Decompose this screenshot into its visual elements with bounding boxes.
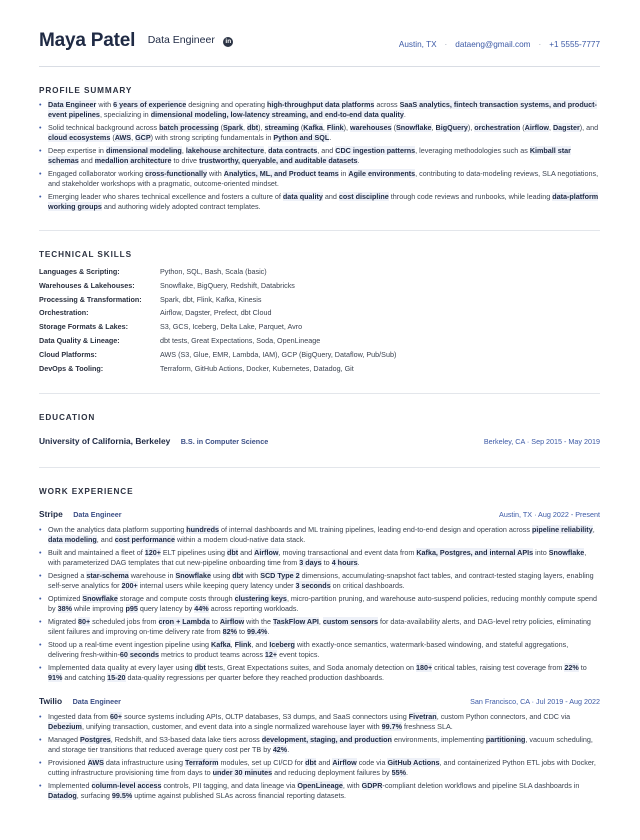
candidate-name: Maya Patel [39, 30, 136, 51]
bullet-text: Deep expertise in [48, 146, 106, 155]
name-block [39, 30, 233, 52]
bullet-text: ( [218, 123, 223, 132]
skill-label: Languages & Scripting: [39, 267, 120, 276]
bullet-text: , and containerized Python ETL jobs with Docker, cutting infrastructure provisioning time from days to [48, 758, 596, 778]
school-name: University of California, Berkeley [39, 436, 171, 447]
bullet-text: , unifying transaction, customer, and event data into a single normalized warehouse layer with [81, 722, 382, 732]
bullet-item [39, 123, 600, 143]
bullet-text: with [243, 571, 261, 581]
bullet-item [39, 525, 600, 545]
bullet-text: , specializing in [99, 110, 151, 119]
skill-row [39, 279, 600, 293]
bullet-text: Designed a [48, 571, 87, 581]
bullet-text: source systems including APIs, OLTP databases, S3 dumps, and SaaS connectors using [122, 712, 409, 722]
bullet-text: Own the analytics data platform supporting [48, 525, 187, 535]
highlight-text: SCD Type 2 [260, 571, 300, 581]
skill-label: Cloud Platforms: [39, 349, 97, 359]
education-main [39, 431, 268, 449]
highlight-text: partitioning [485, 735, 526, 745]
bullet-text: with [207, 169, 224, 178]
highlight-text: Iceberg [269, 640, 295, 650]
highlight-text: 60+ [109, 712, 123, 722]
highlight-text: 22% [564, 663, 579, 673]
bullet-text: tests, Great Expectations suites, and Soda anomaly detection on [205, 663, 416, 673]
highlight-text: cloud ecosystems [48, 133, 111, 142]
highlight-text: Postgres [79, 735, 111, 745]
highlight-text: under 30 minutes [212, 768, 273, 778]
job-bullets [39, 525, 600, 683]
job-meta: Austin, TX · Aug 2022 - Present [499, 510, 600, 520]
bullet-text: ELT pipelines using [160, 548, 227, 558]
bullet-item [39, 617, 600, 637]
bullet-text: , leveraging methodologies such as [415, 146, 530, 155]
bullet-text: data-quality regressions per quarter before they reached production dashboards. [125, 673, 385, 683]
highlight-text: GDPR [361, 781, 383, 791]
bullet-text: ), [258, 123, 265, 132]
bullet-text: designing and operating [186, 100, 267, 109]
bullet-text: ), [467, 123, 475, 132]
section-title: TECHNICAL SKILLS [39, 250, 132, 259]
section-title: EDUCATION [39, 413, 96, 423]
phone-link[interactable]: +1 5555-7777 [549, 40, 600, 49]
bullet-item [39, 146, 600, 166]
bullet-text: Solid technical background across [48, 123, 160, 132]
highlight-text: Airflow [254, 548, 279, 558]
highlight-text: warehouses [350, 123, 392, 132]
bullet-text: controls, PII tagging, and data lineage via [161, 781, 298, 791]
company-name: Stripe [39, 509, 63, 520]
bullet-text: , [264, 146, 269, 155]
profile-bullets [39, 100, 600, 212]
bullet-text: , and [96, 535, 115, 545]
bullet-text: . [287, 745, 290, 755]
bullet-text: Stood up a real-time event ingestion pipeline using [48, 640, 212, 650]
bullet-text: , [322, 123, 327, 132]
highlight-text: 3 seconds [295, 581, 331, 591]
bullet-text: and [316, 758, 333, 768]
highlight-text: Analytics, ML, and Product teams [223, 169, 339, 178]
bullet-text: . [405, 768, 408, 778]
skill-value: Terraform, GitHub Actions, Docker, Kubernetes, Datadog, Git [160, 363, 354, 373]
profile-section [39, 86, 600, 212]
bullet-text: , [318, 617, 323, 627]
highlight-text: CDC ingestion patterns [335, 146, 416, 155]
highlight-text: high-throughput data platforms [266, 100, 375, 109]
bullet-text: Optimized [48, 594, 83, 604]
bullet-text: , [242, 123, 247, 132]
skill-row [39, 320, 600, 334]
contact-info [399, 40, 600, 49]
bullet-text: with [96, 100, 114, 109]
skill-value: Snowflake, BigQuery, Redshift, Databricks [160, 280, 295, 290]
bullet-text: on critical dashboards. [330, 581, 405, 591]
bullet-text: while improving [71, 604, 126, 614]
skill-value: AWS (S3, Glue, EMR, Lambda, IAM), GCP (BigQuery, Dataflow, Pub/Sub) [160, 349, 397, 359]
bullet-text: scheduled jobs from [90, 617, 159, 627]
highlight-text: data quality [282, 192, 323, 201]
highlight-text: custom sensors [322, 617, 379, 627]
bullet-text: Managed [48, 735, 80, 745]
bullet-text: , contributing to data-modeling reviews, SLA negotiations, and stakeholder workshops with a pragmatic, outcome-oriented mindset. [48, 169, 599, 188]
highlight-text: column-level access [91, 781, 162, 791]
highlight-text: 200+ [121, 581, 138, 591]
section-title: PROFILE SUMMARY [39, 86, 133, 95]
highlight-text: Spark [222, 123, 243, 132]
bullet-text: Implemented data quality at every layer using [48, 663, 195, 673]
skills-section [39, 250, 600, 375]
bullet-text: and reducing deployment failures by [272, 768, 392, 778]
bullet-text: ), [343, 123, 351, 132]
bullet-text: environments, implementing [391, 735, 486, 745]
highlight-text: clustering keys [234, 594, 287, 604]
highlight-text: dbt [232, 571, 244, 581]
bullet-item [39, 548, 600, 568]
experience-section [39, 487, 600, 801]
highlight-text: 6 years of experience [113, 100, 187, 109]
highlight-text: 3 days [299, 558, 322, 568]
skill-label: Warehouses & Lakehouses: [39, 280, 135, 290]
highlight-text: Kimball star schemas [48, 146, 571, 165]
bullet-text: , micro-partition pruning, and warehouse auto-suspend policies, reducing monthly compute spend by [48, 594, 597, 614]
bullet-text: Built and maintained a fleet of [48, 548, 145, 558]
bullet-item [39, 758, 600, 778]
skill-label: Storage Formats & Lakes: [39, 322, 129, 332]
bullet-text: , [548, 123, 553, 132]
highlight-text: TaskFlow API [272, 617, 319, 627]
highlight-text: 99.7% [381, 722, 402, 732]
highlight-text: 15-20 [107, 673, 126, 683]
highlight-text: hundreds [186, 525, 219, 535]
bullet-text: storage and compute costs through [117, 594, 235, 604]
education-entry [39, 431, 600, 449]
bullet-text: metrics to product teams across [159, 650, 265, 660]
bullet-text: to [236, 627, 247, 637]
highlight-text: Kafka [211, 640, 231, 650]
bullet-item [39, 735, 600, 755]
bullet-text: ), and [579, 123, 599, 132]
bullet-text: and [322, 192, 339, 201]
highlight-text: Kafka, Postgres, and internal APIs [416, 548, 534, 558]
highlight-text: star-schema [86, 571, 129, 581]
candidate-title: Data Engineer [147, 34, 215, 46]
section-divider [39, 230, 600, 231]
highlight-text: 55% [391, 768, 406, 778]
bullet-item [39, 192, 600, 212]
highlight-text: SaaS analytics, fintech transaction systems, and product-event pipelines [48, 100, 597, 119]
highlight-text: trustworthy, queryable, and auditable datasets [199, 156, 358, 165]
bullet-text: into [533, 548, 549, 558]
job-header [39, 504, 600, 522]
bullet-text: across [374, 100, 400, 109]
highlight-text: dbt [226, 548, 239, 558]
skills-table [39, 265, 600, 375]
separator: · [444, 40, 448, 49]
skill-label: Processing & Transformation: [39, 294, 142, 304]
highlight-text: cross-functionally [145, 169, 207, 178]
highlight-text: Snowflake [548, 548, 585, 558]
bullet-text: modules, set up CI/CD for [218, 758, 306, 768]
job-bullets [39, 712, 600, 801]
highlight-text: dbt [305, 758, 317, 768]
company-name: Twilio [39, 696, 63, 707]
highlight-text: Kafka [303, 123, 323, 132]
highlight-text: 42% [272, 745, 288, 755]
bullet-text: using [211, 571, 233, 581]
highlight-text: Dagster [552, 123, 580, 132]
bullet-text: , surfacing [76, 791, 112, 801]
skill-value: S3, GCS, Iceberg, Delta Lake, Parquet, Avro [160, 322, 303, 332]
separator: · [538, 40, 542, 49]
bullet-text: ( [391, 123, 396, 132]
highlight-text: AWS [87, 758, 104, 768]
skill-value: Airflow, Dagster, Prefect, dbt Cloud [160, 308, 272, 318]
bullet-text: Provisioned [48, 758, 88, 768]
skill-row [39, 293, 600, 307]
education-meta: Berkeley, CA · Sep 2015 - May 2019 [483, 437, 600, 447]
skill-row [39, 265, 600, 279]
bullet-text: code via [356, 758, 388, 768]
header-divider [39, 66, 600, 67]
education-section [39, 413, 600, 449]
highlight-text: GitHub Actions [387, 758, 440, 768]
highlight-text: AWS [114, 133, 132, 142]
highlight-text: streaming [264, 123, 299, 132]
bullet-text: , with [342, 781, 362, 791]
resume-header [39, 22, 600, 52]
skill-row [39, 362, 600, 376]
highlight-text: Flink [234, 640, 252, 650]
skill-label: Orchestration: [39, 308, 89, 318]
email-link[interactable]: dataeng@gmail.com [455, 40, 531, 49]
bullet-text: and authoring widely adopted contract templates. [101, 202, 261, 211]
highlight-text: lakehouse architecture [185, 146, 265, 155]
bullet-text: critical tables, raising test coverage from [432, 663, 565, 673]
highlight-text: Fivetran [408, 712, 437, 722]
highlight-text: batch processing [159, 123, 219, 132]
highlight-text: pipeline reliability [531, 525, 593, 535]
highlight-text: 91% [48, 673, 63, 683]
bullet-text: to [321, 558, 332, 568]
bullet-item [39, 663, 600, 683]
bullet-text: , [230, 640, 235, 650]
bullet-item [39, 571, 600, 591]
highlight-text: Airflow [219, 617, 245, 627]
bullet-text: , [431, 123, 436, 132]
bullet-text: freshness SLA. [402, 722, 453, 732]
highlight-text: OpenLineage [297, 781, 343, 791]
highlight-text: dimensional modeling, low-latency streaming, and end-to-end data quality [150, 110, 404, 119]
bullet-text: to [578, 663, 587, 673]
highlight-text: Debezium [48, 722, 82, 732]
bullet-item [39, 169, 600, 189]
bullet-text: . [329, 133, 332, 142]
job-entry-twilio [39, 691, 600, 801]
highlight-text: 99.4% [246, 627, 268, 637]
bullet-text: . [357, 156, 360, 165]
bullet-text: dimensions, accumulating-snapshot fact tables, and contract-tested staging layers, enabling self-serve analytics for [48, 571, 594, 591]
bullet-text: , [592, 525, 595, 535]
highlight-text: 82% [222, 627, 237, 637]
highlight-text: Snowflake [395, 123, 432, 132]
bullet-text: Emerging leader who shares technical excellence and fosters a culture of [48, 192, 283, 201]
highlight-text: development, staging, and production [261, 735, 392, 745]
bullet-item [39, 712, 600, 732]
bullet-text: and [78, 156, 95, 165]
bullet-text: in [338, 169, 349, 178]
bullet-text: , [181, 146, 186, 155]
job-main [39, 691, 121, 709]
skill-row [39, 306, 600, 320]
highlight-text: dimensional modeling [105, 146, 182, 155]
job-header [39, 691, 600, 709]
highlight-text: 38% [57, 604, 72, 614]
highlight-text: 180+ [415, 663, 433, 673]
skill-value: Spark, dbt, Flink, Kafka, Kinesis [160, 294, 262, 304]
highlight-text: Airflow [524, 123, 549, 132]
highlight-text: BigQuery [435, 123, 468, 132]
degree: B.S. in Computer Science [180, 437, 269, 447]
skill-row [39, 348, 600, 362]
job-main [39, 504, 122, 522]
linkedin-icon[interactable]: in [223, 37, 233, 47]
bullet-text: Implemented [48, 781, 92, 791]
job-title: Data Engineer [72, 697, 121, 707]
bullet-text: uptime against published SLAs across financial reporting datasets. [132, 791, 347, 801]
highlight-text: cost discipline [338, 192, 389, 201]
highlight-text: Airflow [332, 758, 357, 768]
highlight-text: data modeling [48, 535, 97, 545]
highlight-text: Snowflake [175, 571, 212, 581]
highlight-text: Datadog [48, 791, 77, 801]
bullet-item [39, 100, 600, 120]
bullet-item [39, 640, 600, 660]
bullet-item [39, 594, 600, 614]
job-title: Data Engineer [73, 510, 122, 520]
bullet-text: through code reviews and runbooks, while leading [388, 192, 553, 201]
bullet-text: internal users while keeping query latency under [137, 581, 296, 591]
highlight-text: 80+ [77, 617, 91, 627]
bullet-item [39, 781, 600, 801]
highlight-text: 60 seconds [119, 650, 160, 660]
bullet-text: event topics. [277, 650, 320, 660]
bullet-text: Engaged collaborator working [48, 169, 146, 178]
location: Austin, TX [398, 40, 437, 49]
bullet-text: to drive [171, 156, 200, 165]
highlight-text: cost performance [114, 535, 176, 545]
bullet-text: within a modern cloud-native data stack. [175, 535, 306, 545]
bullet-text: warehouse in [128, 571, 176, 581]
bullet-text: of internal dashboards and ML training pipelines, leading end-to-end design and operation across [218, 525, 532, 535]
bullet-text: to [209, 617, 220, 627]
job-meta: San Francisco, CA · Jul 2019 - Aug 2022 [470, 697, 600, 707]
highlight-text: p95 [125, 604, 138, 614]
highlight-text: Snowflake [82, 594, 118, 604]
skill-value: dbt tests, Great Expectations, Soda, OpenLineage [160, 335, 321, 345]
bullet-text: for data-availability alerts, and DAG-level retry policies, eliminating silent failures and improving on-time delivery rate from [48, 617, 591, 637]
section-divider [39, 393, 600, 394]
skill-label: DevOps & Tooling: [39, 363, 104, 373]
bullet-text: , and [251, 640, 270, 650]
highlight-text: 120+ [144, 548, 161, 558]
highlight-text: 12+ [264, 650, 278, 660]
bullet-text: and [238, 548, 255, 558]
bullet-text: , [131, 133, 136, 142]
highlight-text: 44% [194, 604, 209, 614]
section-divider [39, 467, 600, 468]
bullet-text: , moving transactional and event data from [278, 548, 417, 558]
section-title: WORK EXPERIENCE [39, 487, 134, 497]
bullet-text: . [267, 627, 270, 637]
bullet-text: with exactly-once semantics, watermark-based windowing, and stateful aggregations, delivering fresh-within- [48, 640, 569, 660]
bullet-text: ( [110, 133, 115, 142]
bullet-text: , custom Python connectors, and CDC via [436, 712, 571, 722]
bullet-text: . [357, 558, 360, 568]
highlight-text: dbt [194, 663, 206, 673]
bullet-text: , with parameterized DAG templates that cut new-pipeline onboarding time from [48, 548, 587, 568]
skill-value: Python, SQL, Bash, Scala (basic) [160, 267, 267, 276]
highlight-text: Agile environments [348, 169, 416, 178]
bullet-text: ) with strong scripting fundamentals in [150, 133, 274, 142]
bullet-text: Migrated [48, 617, 78, 627]
highlight-text: data-platform working groups [48, 192, 599, 211]
bullet-text: data infrastructure using [103, 758, 186, 768]
bullet-text: and catching [62, 673, 108, 683]
highlight-text: 4 hours [331, 558, 358, 568]
skill-label: Data Quality & Lineage: [39, 335, 120, 345]
highlight-text: Python and SQL [273, 133, 330, 142]
highlight-text: dbt [246, 123, 259, 132]
bullet-text: query latency by [137, 604, 195, 614]
bullet-text: Ingested data from [48, 712, 110, 722]
highlight-text: Data Engineer [48, 100, 97, 109]
job-entry-stripe [39, 504, 600, 683]
bullet-text: , and [317, 146, 336, 155]
highlight-text: medallion architecture [94, 156, 172, 165]
bullet-text: -compliant deletion workflows and pipeline SLA dashboards in [382, 781, 580, 791]
skill-row [39, 334, 600, 348]
bullet-text: with the [244, 617, 273, 627]
highlight-text: Flink [326, 123, 344, 132]
highlight-text: GCP [135, 133, 151, 142]
bullet-text: , vacuum scheduling, and storage tier transitions that reduced average query cost per TB by [48, 735, 593, 755]
highlight-text: 99.5% [111, 791, 133, 801]
highlight-text: Terraform [185, 758, 219, 768]
bullet-text: ( [298, 123, 304, 132]
bullet-text: . [403, 110, 406, 119]
highlight-text: data contracts [268, 146, 318, 155]
bullet-text: across reporting workloads. [208, 604, 299, 614]
highlight-text: orchestration [474, 123, 521, 132]
highlight-text: cron + Lambda [158, 617, 210, 627]
bullet-text: , Redshift, and S3-based data lake tiers across [110, 735, 262, 745]
bullet-text: ( [520, 123, 525, 132]
